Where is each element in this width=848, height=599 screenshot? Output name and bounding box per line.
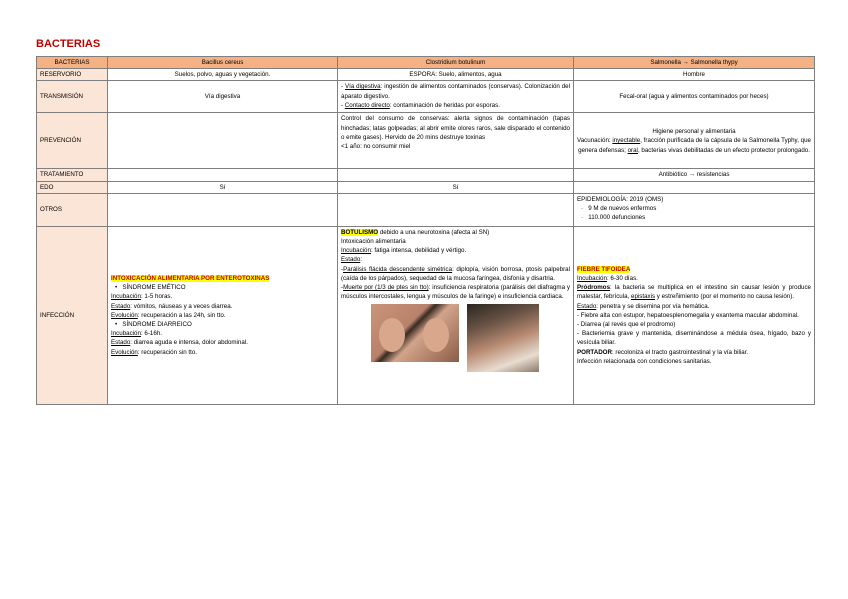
section-title: BOTULISMO — [341, 228, 379, 236]
row-label: RESERVORIO — [37, 69, 108, 81]
table-header-row — [37, 57, 815, 69]
cell-sa: Fecal-oral (agua y alimentos contaminados por heces) — [574, 81, 815, 113]
cell-cb — [338, 193, 574, 226]
cell-cb — [338, 81, 574, 113]
section-title: INTOXICACIÓN ALIMENTARIA POR ENTEROTOXINAS — [111, 274, 270, 282]
photos — [341, 304, 570, 372]
page-title: BACTERIAS — [36, 38, 101, 50]
row-otros — [37, 193, 815, 226]
list-item: · 110.000 defunciones — [581, 214, 646, 222]
patient-photo-1 — [371, 304, 459, 362]
list-item: • SÍNDROME EMÉTICO — [115, 284, 186, 292]
cell-sa: Antibiótico → resistencias — [574, 169, 815, 181]
cell-bc: INTOXICACIÓN ALIMENTARIA POR ENTEROTOXINAS • SÍNDROME EMÉTICO Incubación: 1-5 horas. Estado: vómitos, náuseas y a veces diarrea. Evolución: recuperación a las 24h, sin tto. • SÍNDROME DIARREICO Incubación: 6-16h. Estado: diarrea aguda e intensa, dolor abdominal. Evolución: recuperación sin tto. — [108, 226, 338, 404]
header-bacterias: BACTERIAS — [37, 57, 108, 69]
cell-cb: Control del consumo de conservas: alerta signos de contaminación (tapas hinchadas; latas golpeadas; al abrir emite olores raros, sale disparado el contenido o emite gases). Hervido de 20 mins destruye toxinas <1 año: no consumir miel — [338, 113, 574, 169]
row-label: EDO — [37, 181, 108, 193]
row-infeccion — [37, 226, 815, 404]
cell-bc — [108, 193, 338, 226]
row-edo — [37, 181, 815, 193]
cell-bc — [108, 169, 338, 181]
patient-photo-2 — [467, 304, 539, 372]
header-clostridium: Clostridium botulinum — [338, 57, 574, 69]
header-bacillus: Bacillus cereus — [108, 57, 338, 69]
cell-cb: BOTULISMO debido a una neurotoxina (afecta al SN) Intoxicación alimentaria Incubación: fatiga intensa, debilidad y vértigo. Estado: -Parálisis flácida descendente simétrica: diplopía, visión borrosa, ptosis palpebral (caída de los párpados), sequedad de la mucosa faríngea, disfonía y disartria. -Muerte por (1/3 de ptes sin tto): insuficiencia respiratoria (parálisis del diafragma y músculos intercostales, lengua y músculos de la faringe) e insuficiencia cardiaca. — [338, 226, 574, 404]
cell-sa: EPIDEMIOLOGÍA: 2019 (OMS) · 9 M de nuevos enfermos · 110.000 defunciones — [574, 193, 815, 226]
section-title: FIEBRE TIFOIDEA — [577, 265, 631, 273]
row-transmision — [37, 81, 815, 113]
cell-cb: ESPORA: Suelo, alimentos, agua — [338, 69, 574, 81]
row-label: PREVENCIÓN — [37, 113, 108, 169]
cell-sa: FIEBRE TIFOIDEA Incubación: 6-30 días. Pródromos: la bacteria se multiplica en el intestino sin causar lesión y produce malestar, febrícula, epistaxis y estreñimiento (por el momento no causa lesión). Estado: penetra y se disemina por vía hemática. - Fiebre alta con estupor, hepatoesplenomegalia y exantema macular abdominal. - Diarrea (al revés que el prodromo) - Bacteriemia grave y mantenida, diseminándose a médula ósea, hígado, bazo y vesícula biliar. PORTADOR: recoloniza el tracto gastrointestinal y la vía biliar. Infección relacionada con condiciones sanitarias. — [574, 226, 815, 404]
row-reservorio — [37, 69, 815, 81]
list-item: - Vía digestiva: ingestión de alimentos contaminados (conservas). Colonización del aparato digestivo. — [341, 83, 570, 100]
row-label: TRANSMISIÓN — [37, 81, 108, 113]
list-item: · 9 M de nuevos enfermos — [581, 205, 657, 213]
cell-bc: Suelos, polvo, aguas y vegetación. — [108, 69, 338, 81]
cell-bc: Sí — [108, 181, 338, 193]
row-label: OTROS — [37, 193, 108, 226]
cell-cb: Sí — [338, 181, 574, 193]
cell-sa: Hombre — [574, 69, 815, 81]
bacteria-table — [36, 56, 815, 405]
cell-bc: Vía digestiva — [108, 81, 338, 113]
row-tratamiento — [37, 169, 815, 181]
list-item: • SÍNDROME DIARREICO — [115, 320, 192, 328]
cell-bc — [108, 113, 338, 169]
list-item: - Contacto directo: contaminación de heridas por esporas. — [341, 101, 500, 109]
row-prevencion — [37, 113, 815, 169]
row-label: INFECCIÓN — [37, 226, 108, 404]
header-salmonella: Salmonella → Salmonella thypy — [574, 57, 815, 69]
cell-sa — [574, 181, 815, 193]
cell-sa: Higiene personal y alimentaria Vacunación: inyectable, fracción purificada de la cápsula de la Salmonella Typhy, que genera defensas; oral, bacterias vivas debilitadas de un efecto protector prolongado. — [574, 113, 815, 169]
cell-cb — [338, 169, 574, 181]
row-label: TRATAMIENTO — [37, 169, 108, 181]
